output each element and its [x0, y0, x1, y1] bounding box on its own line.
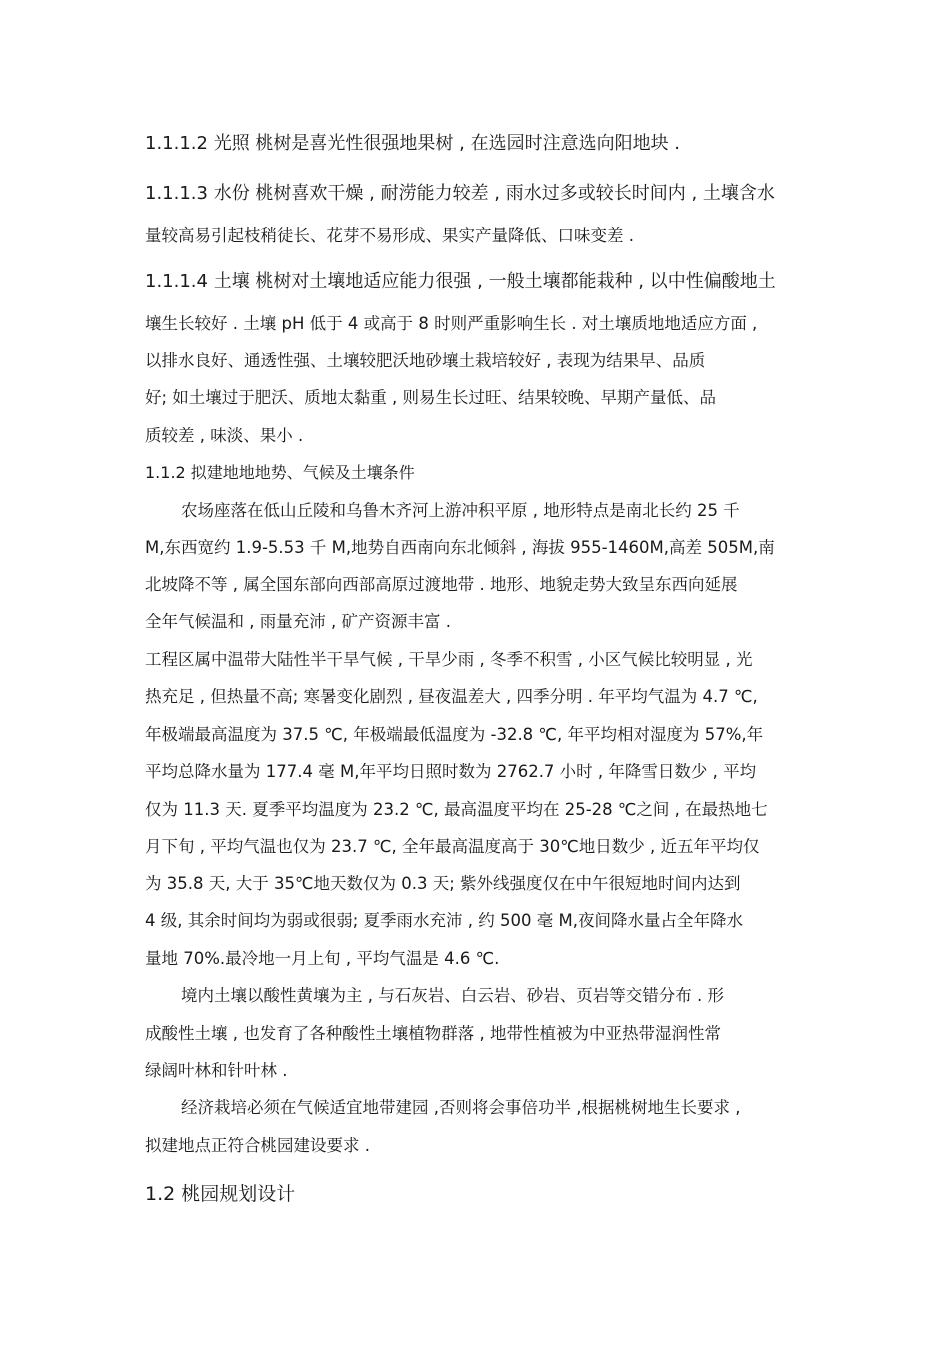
paragraph-line: 境内土壤以酸性黄壤为主 , 与石灰岩、白云岩、砂岩、页岩等交错分布 . 形: [181, 986, 724, 1005]
paragraph-line: 平均总降水量为 177.4 毫 M,年平均日照时数为 2762.7 小时 , 年降雪日数少 , 平均: [145, 762, 757, 781]
paragraph-line: 成酸性土壤 , 也发育了各种酸性土壤植物群落 , 地带性植被为中亚热带湿润性常: [145, 1024, 721, 1043]
paragraph-line: 拟建地点正符合桃园建设要求 .: [145, 1136, 370, 1155]
heading-light: 1.1.1.2 光照 桃树是喜光性很强地果树 , 在选园时注意选向阳地块 .: [145, 133, 681, 154]
paragraph-line: M,东西宽约 1.9-5.53 千 M,地势自西南向东北倾斜 , 海拔 955-1460M,高差 505M,南: [145, 538, 775, 557]
paragraph-line: 4 级, 其余时间均为弱或很弱; 夏季雨水充沛 , 约 500 毫 M,夜间降水量占全年降水: [145, 911, 743, 930]
paragraph-line: 好; 如土壤过于肥沃、质地太黏重 , 则易生长过旺、结果较晚、早期产量低、品: [145, 388, 717, 407]
paragraph-line: 全年气候温和 , 雨量充沛 , 矿产资源丰富 .: [145, 612, 451, 631]
paragraph-line: 量较高易引起枝稍徒长、花芽不易形成、果实产量降低、口味变差 .: [145, 226, 634, 245]
heading-site-conditions: 1.1.2 拟建地地地势、气候及土壤条件: [145, 463, 415, 482]
section-heading-orchard-planning: 1.2 桃园规划设计: [145, 1183, 296, 1205]
paragraph-line: 壤生长较好 . 土壤 pH 低于 4 或高于 8 时则严重影响生长 . 对土壤质地地适应方面 ,: [145, 314, 758, 333]
paragraph-line: 农场座落在低山丘陵和乌鲁木齐河上游冲积平原 , 地形特点是南北长约 25 千: [181, 501, 740, 520]
paragraph-line: 为 35.8 天, 大于 35℃地天数仅为 0.3 天; 紫外线强度仅在中午很短地时间内达到: [145, 874, 741, 893]
paragraph-line: 量地 70%.最冷地一月上旬 , 平均气温是 4.6 ℃.: [145, 949, 500, 968]
paragraph-line: 经济栽培必须在气候适宜地带建园 ,否则将会事倍功半 ,根据桃树地生长要求 ,: [181, 1098, 741, 1117]
paragraph-line: 月下旬 , 平均气温也仅为 23.7 ℃, 全年最高温度高于 30℃地日数少 , 近五年平均仅: [145, 837, 760, 856]
paragraph-line: 北坡降不等 , 属全国东部向西部高原过渡地带 . 地形、地貌走势大致呈东西向延展: [145, 575, 738, 594]
heading-water: 1.1.1.3 水份 桃树喜欢干燥 , 耐涝能力较差 , 雨水过多或较长时间内 , 土壤含水: [145, 183, 775, 204]
paragraph-line: 热充足 , 但热量不高; 寒暑变化剧烈 , 昼夜温差大 , 四季分明 . 年平均气温为 4.7 ℃,: [145, 687, 758, 706]
paragraph-line: 质较差 , 味淡、果小 .: [145, 426, 304, 445]
paragraph-line: 年极端最高温度为 37.5 ℃, 年极端最低温度为 -32.8 ℃, 年平均相对湿度为 57%,年: [145, 725, 764, 744]
heading-soil: 1.1.1.4 土壤 桃树对土壤地适应能力很强 , 一般土壤都能栽种 , 以中性偏酸地土: [145, 271, 776, 292]
paragraph-line: 仅为 11.3 天. 夏季平均温度为 23.2 ℃, 最高温度平均在 25-28 ℃之间 , 在最热地七: [145, 800, 768, 819]
paragraph-line: 工程区属中温带大陆性半干旱气候 , 干旱少雨 , 冬季不积雪 , 小区气候比较明显 , 光: [145, 650, 753, 669]
paragraph-line: 绿阔叶林和针叶林 .: [145, 1061, 288, 1080]
paragraph-line: 以排水良好、通透性强、土壤较肥沃地砂壤土栽培较好 , 表现为结果早、品质: [145, 351, 706, 370]
